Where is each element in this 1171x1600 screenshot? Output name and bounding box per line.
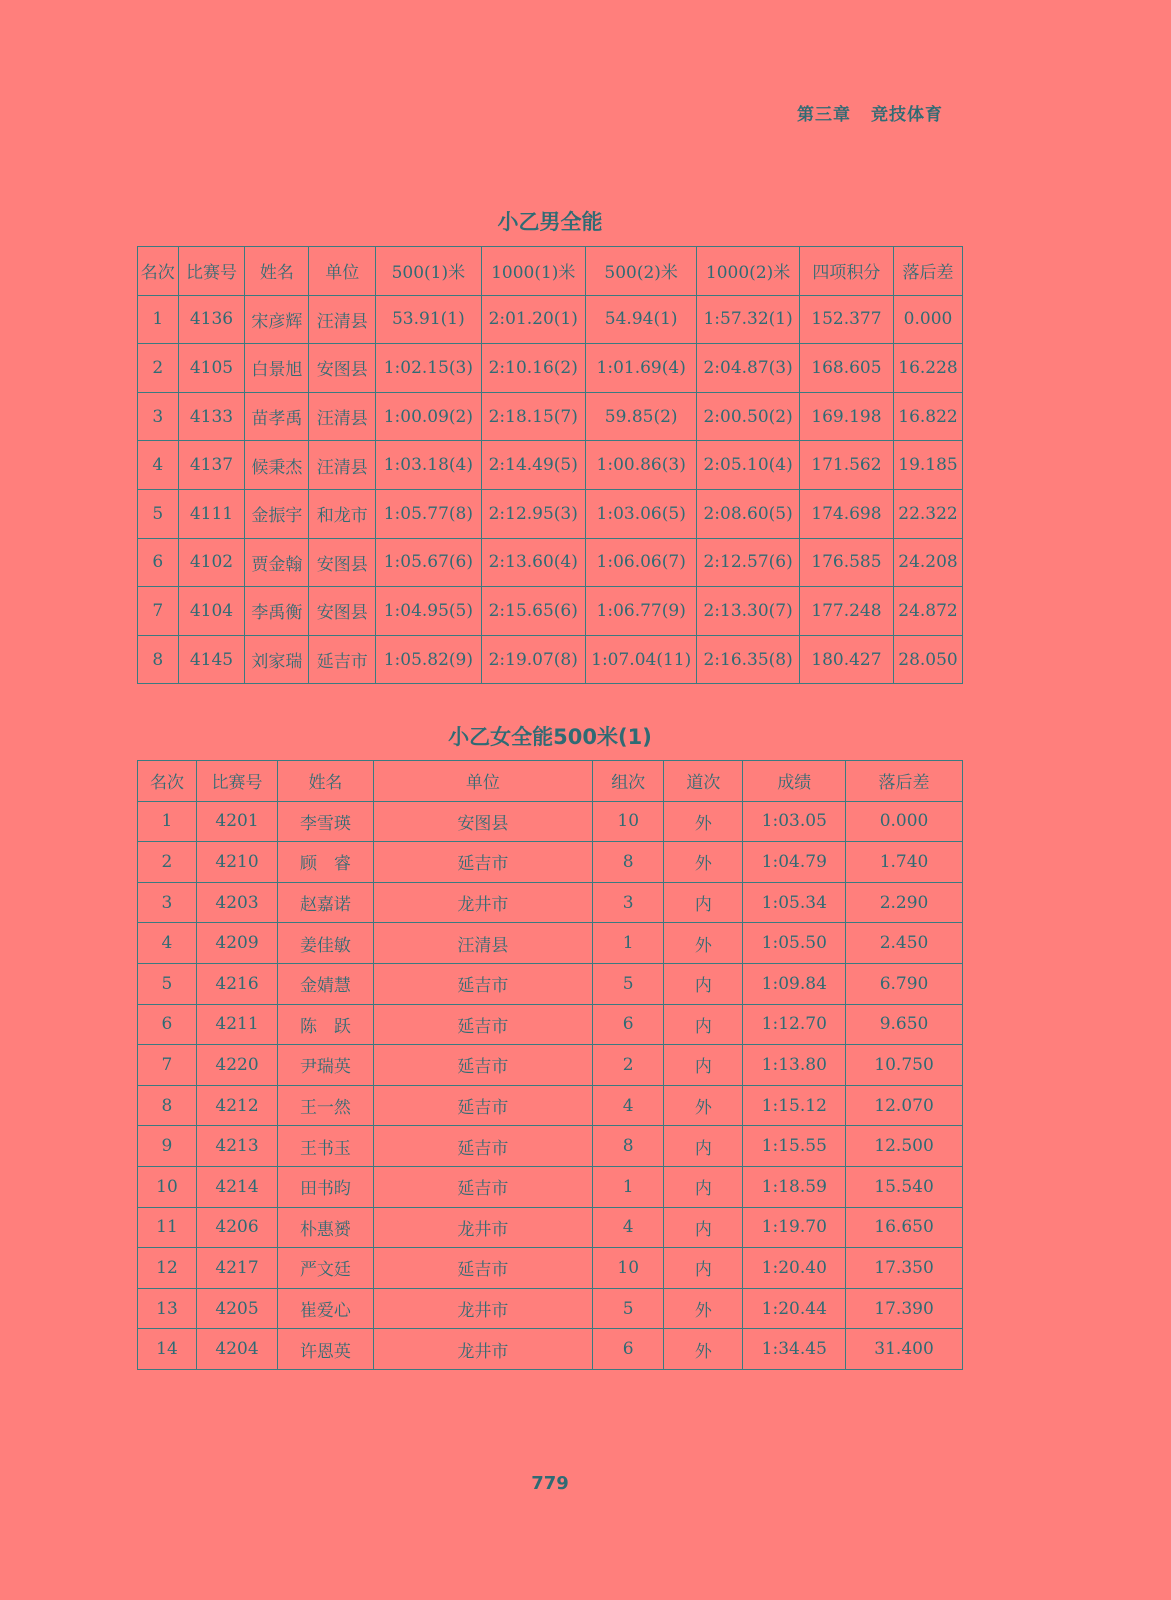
column-header: 姓名 bbox=[278, 761, 374, 802]
table-cell: 54.94(1) bbox=[585, 295, 696, 344]
table-cell: 13 bbox=[138, 1288, 197, 1329]
column-header: 比赛号 bbox=[178, 247, 245, 296]
table-cell: 姜佳敏 bbox=[278, 923, 374, 964]
table-cell: 10 bbox=[138, 1166, 197, 1207]
table-cell: 4201 bbox=[196, 801, 277, 842]
table-cell: 2.290 bbox=[846, 882, 963, 923]
column-header: 落后差 bbox=[894, 247, 963, 296]
table-cell: 内 bbox=[664, 1045, 743, 1086]
table-cell: 1:05.34 bbox=[743, 882, 846, 923]
table-cell: 李雪瑛 bbox=[278, 801, 374, 842]
table-cell: 171.562 bbox=[799, 441, 893, 490]
table-cell: 2 bbox=[593, 1045, 664, 1086]
page-number: 779 bbox=[531, 1473, 569, 1494]
table-cell: 1:00.86(3) bbox=[585, 441, 696, 490]
table-cell: 2:15.65(6) bbox=[481, 587, 585, 636]
table-cell: 8 bbox=[138, 635, 179, 684]
table-row bbox=[138, 1004, 963, 1045]
table-cell: 2:12.57(6) bbox=[697, 538, 799, 587]
table-cell: 24.872 bbox=[894, 587, 963, 636]
table-cell: 延吉市 bbox=[373, 1248, 592, 1289]
table-header-row bbox=[138, 247, 963, 296]
table-cell: 4 bbox=[138, 923, 197, 964]
table-cell: 1:05.82(9) bbox=[376, 635, 481, 684]
table-cell: 龙井市 bbox=[373, 1207, 592, 1248]
table-cell: 4105 bbox=[178, 344, 245, 393]
table-cell: 4220 bbox=[196, 1045, 277, 1086]
table-cell: 延吉市 bbox=[373, 1045, 592, 1086]
table-row bbox=[138, 1207, 963, 1248]
table-cell: 174.698 bbox=[799, 489, 893, 538]
women-500m-table bbox=[137, 760, 963, 1370]
table-cell: 王一然 bbox=[278, 1085, 374, 1126]
table-cell: 31.400 bbox=[846, 1329, 963, 1370]
men-allround-table bbox=[137, 246, 963, 684]
table-cell: 内 bbox=[664, 1207, 743, 1248]
table-cell: 1:02.15(3) bbox=[376, 344, 481, 393]
chapter-label: 第三章 bbox=[797, 105, 851, 125]
table-cell: 外 bbox=[664, 1288, 743, 1329]
table-cell: 10 bbox=[593, 801, 664, 842]
table-cell: 59.85(2) bbox=[585, 392, 696, 441]
table-cell: 2 bbox=[138, 842, 197, 883]
table-cell: 3 bbox=[138, 392, 179, 441]
table-cell: 3 bbox=[138, 882, 197, 923]
table-cell: 177.248 bbox=[799, 587, 893, 636]
table-cell: 赵嘉诺 bbox=[278, 882, 374, 923]
table-cell: 1:19.70 bbox=[743, 1207, 846, 1248]
table-cell: 12 bbox=[138, 1248, 197, 1289]
table-cell: 2:13.60(4) bbox=[481, 538, 585, 587]
table-cell: 苗孝禹 bbox=[245, 392, 309, 441]
table-cell: 7 bbox=[138, 1045, 197, 1086]
table-cell: 2:19.07(8) bbox=[481, 635, 585, 684]
table-row bbox=[138, 1126, 963, 1167]
table-cell: 王书玉 bbox=[278, 1126, 374, 1167]
table-cell: 16.822 bbox=[894, 392, 963, 441]
table-cell: 1.740 bbox=[846, 842, 963, 883]
table-cell: 外 bbox=[664, 1085, 743, 1126]
table-cell: 1:03.06(5) bbox=[585, 489, 696, 538]
table-cell: 2:04.87(3) bbox=[697, 344, 799, 393]
table-cell: 24.208 bbox=[894, 538, 963, 587]
table-cell: 延吉市 bbox=[309, 635, 376, 684]
table-cell: 龙井市 bbox=[373, 1329, 592, 1370]
table-cell: 3 bbox=[593, 882, 664, 923]
table-cell: 4137 bbox=[178, 441, 245, 490]
table-cell: 17.350 bbox=[846, 1248, 963, 1289]
table-cell: 1:13.80 bbox=[743, 1045, 846, 1086]
table-cell: 汪清县 bbox=[309, 441, 376, 490]
table2-title: 小乙女全能500米(1) bbox=[448, 725, 652, 749]
table-cell: 延吉市 bbox=[373, 1166, 592, 1207]
table-cell: 4133 bbox=[178, 392, 245, 441]
table-cell: 0.000 bbox=[894, 295, 963, 344]
column-header: 1000(1)米 bbox=[481, 247, 585, 296]
table-cell: 1:04.95(5) bbox=[376, 587, 481, 636]
table-header-row bbox=[138, 761, 963, 802]
table-cell: 1:00.09(2) bbox=[376, 392, 481, 441]
table-cell: 4210 bbox=[196, 842, 277, 883]
table-cell: 4111 bbox=[178, 489, 245, 538]
table-cell: 1:12.70 bbox=[743, 1004, 846, 1045]
table-cell: 安图县 bbox=[309, 587, 376, 636]
table-cell: 外 bbox=[664, 1329, 743, 1370]
table-cell: 4206 bbox=[196, 1207, 277, 1248]
table-row bbox=[138, 1045, 963, 1086]
table-cell: 外 bbox=[664, 801, 743, 842]
table-cell: 和龙市 bbox=[309, 489, 376, 538]
column-header: 四项积分 bbox=[799, 247, 893, 296]
table-cell: 4104 bbox=[178, 587, 245, 636]
table-cell: 2:01.20(1) bbox=[481, 295, 585, 344]
table-cell: 1:18.59 bbox=[743, 1166, 846, 1207]
table-cell: 2.450 bbox=[846, 923, 963, 964]
table-cell: 安图县 bbox=[373, 801, 592, 842]
table-cell: 4 bbox=[593, 1207, 664, 1248]
table-cell: 内 bbox=[664, 1004, 743, 1045]
table-cell: 2:05.10(4) bbox=[697, 441, 799, 490]
column-header: 单位 bbox=[309, 247, 376, 296]
table-cell: 2:16.35(8) bbox=[697, 635, 799, 684]
table-cell: 汪清县 bbox=[309, 295, 376, 344]
table-cell: 1:20.40 bbox=[743, 1248, 846, 1289]
table-cell: 1:34.45 bbox=[743, 1329, 846, 1370]
table-cell: 朴惠赟 bbox=[278, 1207, 374, 1248]
table-cell: 延吉市 bbox=[373, 1085, 592, 1126]
table-cell: 12.500 bbox=[846, 1126, 963, 1167]
column-header: 组次 bbox=[593, 761, 664, 802]
table-row bbox=[138, 587, 963, 636]
table-row bbox=[138, 1329, 963, 1370]
table-cell: 2:08.60(5) bbox=[697, 489, 799, 538]
table-row bbox=[138, 392, 963, 441]
table-row bbox=[138, 441, 963, 490]
table-cell: 5 bbox=[138, 489, 179, 538]
table-cell: 4212 bbox=[196, 1085, 277, 1126]
table-cell: 6 bbox=[138, 538, 179, 587]
column-header: 500(2)米 bbox=[585, 247, 696, 296]
table-cell: 贾金翰 bbox=[245, 538, 309, 587]
table-cell: 1:05.77(8) bbox=[376, 489, 481, 538]
table-cell: 1:09.84 bbox=[743, 963, 846, 1004]
table-cell: 6 bbox=[593, 1004, 664, 1045]
table-cell: 2 bbox=[138, 344, 179, 393]
table-cell: 15.540 bbox=[846, 1166, 963, 1207]
table-cell: 4209 bbox=[196, 923, 277, 964]
table-cell: 4203 bbox=[196, 882, 277, 923]
table-cell: 2:00.50(2) bbox=[697, 392, 799, 441]
table-cell: 1:07.04(11) bbox=[585, 635, 696, 684]
table-cell: 9.650 bbox=[846, 1004, 963, 1045]
table-cell: 5 bbox=[138, 963, 197, 1004]
table-cell: 4213 bbox=[196, 1126, 277, 1167]
table-row bbox=[138, 1166, 963, 1207]
table-cell: 龙井市 bbox=[373, 882, 592, 923]
table-cell: 内 bbox=[664, 1126, 743, 1167]
table-cell: 4216 bbox=[196, 963, 277, 1004]
table-cell: 1:03.18(4) bbox=[376, 441, 481, 490]
table-cell: 4214 bbox=[196, 1166, 277, 1207]
table-cell: 1:06.06(7) bbox=[585, 538, 696, 587]
table-cell: 1 bbox=[593, 923, 664, 964]
table-cell: 17.390 bbox=[846, 1288, 963, 1329]
table-row bbox=[138, 963, 963, 1004]
table-cell: 1:57.32(1) bbox=[697, 295, 799, 344]
table-cell: 1:05.50 bbox=[743, 923, 846, 964]
table-cell: 延吉市 bbox=[373, 1126, 592, 1167]
table-cell: 2:13.30(7) bbox=[697, 587, 799, 636]
table-cell: 5 bbox=[593, 963, 664, 1004]
table-cell: 10 bbox=[593, 1248, 664, 1289]
table-cell: 崔爱心 bbox=[278, 1288, 374, 1329]
table-row bbox=[138, 801, 963, 842]
table-cell: 176.585 bbox=[799, 538, 893, 587]
table-cell: 7 bbox=[138, 587, 179, 636]
table-cell: 汪清县 bbox=[309, 392, 376, 441]
column-header: 1000(2)米 bbox=[697, 247, 799, 296]
table-cell: 4205 bbox=[196, 1288, 277, 1329]
table-cell: 4145 bbox=[178, 635, 245, 684]
table-cell: 尹瑞英 bbox=[278, 1045, 374, 1086]
table-cell: 169.198 bbox=[799, 392, 893, 441]
table-cell: 6 bbox=[138, 1004, 197, 1045]
table-cell: 内 bbox=[664, 1248, 743, 1289]
table-cell: 19.185 bbox=[894, 441, 963, 490]
column-header: 姓名 bbox=[245, 247, 309, 296]
table-cell: 4 bbox=[138, 441, 179, 490]
table-cell: 2:10.16(2) bbox=[481, 344, 585, 393]
table-cell: 8 bbox=[593, 1126, 664, 1167]
table-cell: 外 bbox=[664, 923, 743, 964]
table-cell: 6.790 bbox=[846, 963, 963, 1004]
table-cell: 1:06.77(9) bbox=[585, 587, 696, 636]
table-cell: 宋彦辉 bbox=[245, 295, 309, 344]
table-cell: 1 bbox=[138, 295, 179, 344]
table-cell: 28.050 bbox=[894, 635, 963, 684]
table-cell: 8 bbox=[593, 842, 664, 883]
table1-title: 小乙男全能 bbox=[497, 210, 603, 234]
column-header: 成绩 bbox=[743, 761, 846, 802]
table-cell: 延吉市 bbox=[373, 963, 592, 1004]
table-cell: 2:14.49(5) bbox=[481, 441, 585, 490]
table-cell: 4204 bbox=[196, 1329, 277, 1370]
table-row bbox=[138, 295, 963, 344]
table-row bbox=[138, 489, 963, 538]
column-header: 名次 bbox=[138, 761, 197, 802]
table-row bbox=[138, 1288, 963, 1329]
table-row bbox=[138, 635, 963, 684]
table-cell: 安图县 bbox=[309, 344, 376, 393]
table-cell: 金振宇 bbox=[245, 489, 309, 538]
table-cell: 22.322 bbox=[894, 489, 963, 538]
table-cell: 1:20.44 bbox=[743, 1288, 846, 1329]
table-cell: 2:18.15(7) bbox=[481, 392, 585, 441]
table-cell: 1 bbox=[593, 1166, 664, 1207]
table-cell: 0.000 bbox=[846, 801, 963, 842]
table-cell: 4102 bbox=[178, 538, 245, 587]
table-cell: 152.377 bbox=[799, 295, 893, 344]
table-cell: 4217 bbox=[196, 1248, 277, 1289]
table-cell: 12.070 bbox=[846, 1085, 963, 1126]
table-cell: 1:15.55 bbox=[743, 1126, 846, 1167]
table-cell: 汪清县 bbox=[373, 923, 592, 964]
table-cell: 李禹衡 bbox=[245, 587, 309, 636]
table-cell: 8 bbox=[138, 1085, 197, 1126]
table-cell: 1:15.12 bbox=[743, 1085, 846, 1126]
table-cell: 内 bbox=[664, 882, 743, 923]
table-cell: 16.228 bbox=[894, 344, 963, 393]
table-cell: 2:12.95(3) bbox=[481, 489, 585, 538]
table-cell: 53.91(1) bbox=[376, 295, 481, 344]
table-cell: 9 bbox=[138, 1126, 197, 1167]
table-row bbox=[138, 882, 963, 923]
table-cell: 内 bbox=[664, 963, 743, 1004]
table-cell: 许恩英 bbox=[278, 1329, 374, 1370]
table-cell: 金婧慧 bbox=[278, 963, 374, 1004]
column-header: 落后差 bbox=[846, 761, 963, 802]
table-cell: 1:04.79 bbox=[743, 842, 846, 883]
table-cell: 龙井市 bbox=[373, 1288, 592, 1329]
table-row bbox=[138, 1085, 963, 1126]
table-row bbox=[138, 923, 963, 964]
table-cell: 顾 睿 bbox=[278, 842, 374, 883]
table-cell: 168.605 bbox=[799, 344, 893, 393]
table-cell: 候秉杰 bbox=[245, 441, 309, 490]
table-cell: 4211 bbox=[196, 1004, 277, 1045]
table-cell: 1:05.67(6) bbox=[376, 538, 481, 587]
table-cell: 180.427 bbox=[799, 635, 893, 684]
table-cell: 16.650 bbox=[846, 1207, 963, 1248]
table-cell: 外 bbox=[664, 842, 743, 883]
column-header: 单位 bbox=[373, 761, 592, 802]
table-cell: 安图县 bbox=[309, 538, 376, 587]
section-label: 竞技体育 bbox=[871, 105, 943, 125]
table-cell: 1:01.69(4) bbox=[585, 344, 696, 393]
table-cell: 1:03.05 bbox=[743, 801, 846, 842]
table-cell: 14 bbox=[138, 1329, 197, 1370]
table-row bbox=[138, 344, 963, 393]
table-cell: 延吉市 bbox=[373, 1004, 592, 1045]
table-cell: 刘家瑞 bbox=[245, 635, 309, 684]
running-header bbox=[797, 100, 943, 125]
table-cell: 严文廷 bbox=[278, 1248, 374, 1289]
column-header: 500(1)米 bbox=[376, 247, 481, 296]
table-cell: 6 bbox=[593, 1329, 664, 1370]
table-row bbox=[138, 538, 963, 587]
table-cell: 10.750 bbox=[846, 1045, 963, 1086]
table-cell: 11 bbox=[138, 1207, 197, 1248]
table-cell: 内 bbox=[664, 1166, 743, 1207]
table-row bbox=[138, 842, 963, 883]
column-header: 名次 bbox=[138, 247, 179, 296]
table-cell: 白景旭 bbox=[245, 344, 309, 393]
table-cell: 4 bbox=[593, 1085, 664, 1126]
table-cell: 延吉市 bbox=[373, 842, 592, 883]
table-cell: 5 bbox=[593, 1288, 664, 1329]
table-row bbox=[138, 1248, 963, 1289]
table-cell: 田书昀 bbox=[278, 1166, 374, 1207]
table-cell: 陈 跃 bbox=[278, 1004, 374, 1045]
table-cell: 1 bbox=[138, 801, 197, 842]
table-cell: 4136 bbox=[178, 295, 245, 344]
column-header: 道次 bbox=[664, 761, 743, 802]
column-header: 比赛号 bbox=[196, 761, 277, 802]
